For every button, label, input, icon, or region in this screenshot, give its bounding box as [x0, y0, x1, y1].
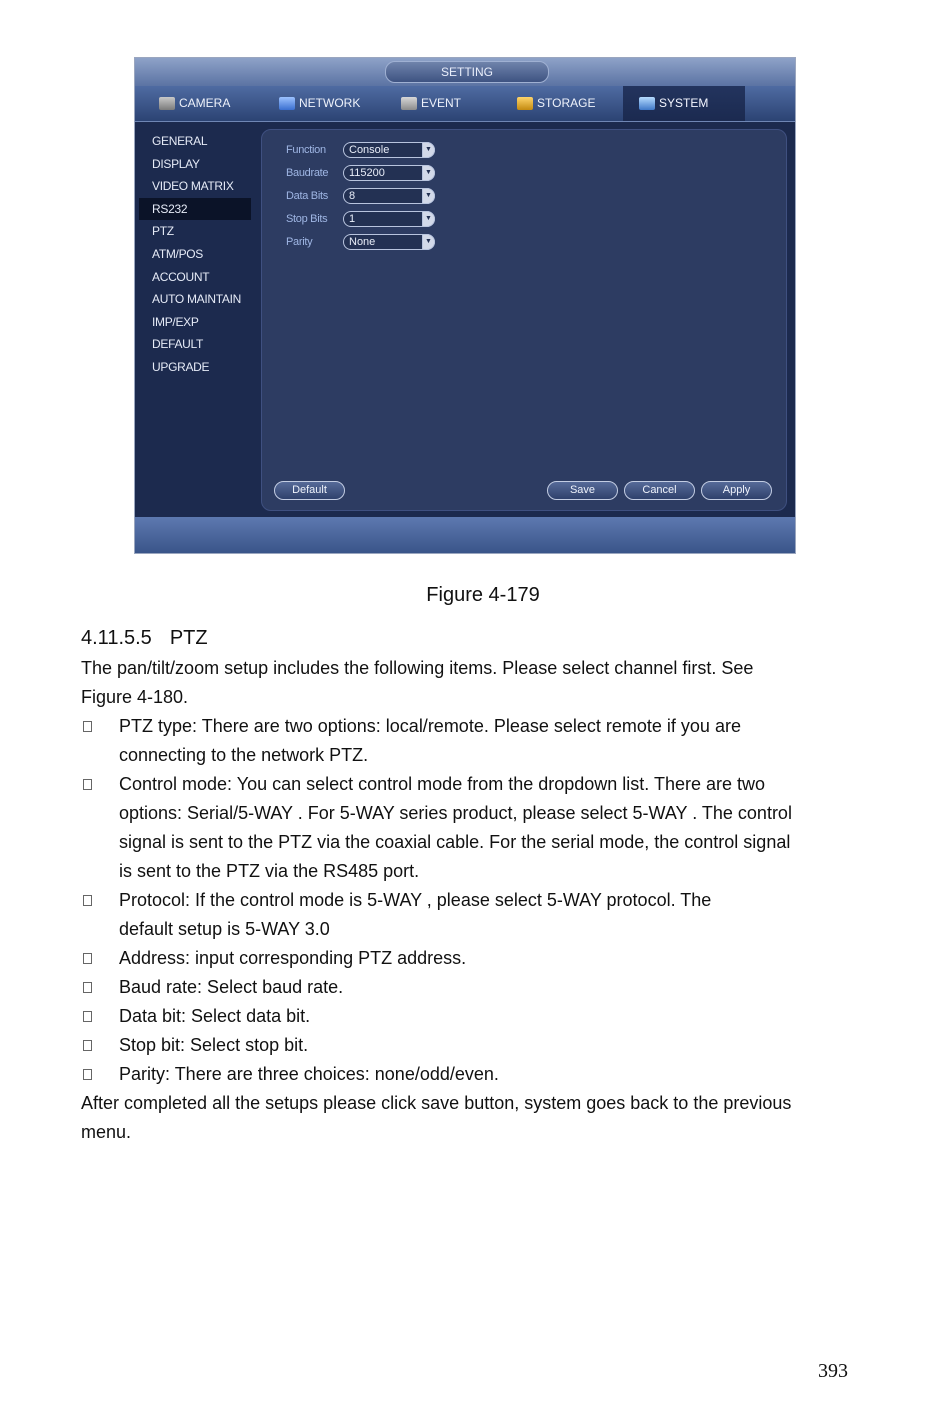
stop-bits-row — [286, 210, 435, 228]
sidebar-item-rs232[interactable]: RS232 — [139, 198, 251, 221]
bullet-line: PTZ type: There are two options: local/remote. Please select remote if you are — [119, 716, 741, 736]
bullet-line: Protocol: If the control mode is 5-WAY , please select 5-WAY protocol. The — [119, 890, 712, 910]
section-title: PTZ — [169, 627, 208, 649]
parity-select[interactable] — [343, 234, 435, 250]
rs232-settings-panel — [261, 129, 787, 511]
function-label: Function — [286, 144, 326, 156]
bullet-box-icon — [83, 1011, 92, 1022]
data-bits-value: 8 — [349, 190, 356, 202]
bullet-line: Address: input corresponding PTZ address. — [119, 948, 467, 968]
bullet-address — [81, 944, 871, 973]
baudrate-row — [286, 164, 435, 182]
tab-event-label: EVENT — [421, 96, 462, 110]
sidebar-item-atm-pos[interactable]: ATM/POS — [152, 246, 204, 261]
sidebar-item-video-matrix[interactable]: VIDEO MATRIX — [152, 179, 234, 194]
bullet-parity — [81, 1060, 871, 1089]
tab-system[interactable] — [623, 86, 745, 121]
bullet-data-bit — [81, 1002, 871, 1031]
chevron-down-icon: ▼ — [422, 142, 435, 158]
storage-icon — [517, 97, 533, 110]
function-value: Console — [349, 144, 390, 156]
tab-network[interactable] — [263, 86, 381, 121]
section-number: 4.11.5.5 — [81, 627, 152, 649]
outro-line: After completed all the setups please click save button, system goes back to the previous — [81, 1093, 792, 1113]
bullet-baud-rate — [81, 973, 871, 1002]
bullet-line: Stop bit: Select stop bit. — [119, 1035, 309, 1055]
window-title: SETTING — [385, 61, 549, 83]
bullet-line: Control mode: You can select control mode from the dropdown list. There are two — [119, 774, 766, 794]
intro-paragraph — [81, 654, 871, 712]
bullet-protocol — [81, 886, 871, 944]
sidebar-item-display[interactable]: DISPLAY — [152, 156, 200, 171]
parity-row — [286, 233, 435, 251]
function-row — [286, 141, 435, 159]
bullet-box-icon — [83, 779, 92, 790]
stop-bits-select[interactable] — [343, 211, 435, 227]
closing-paragraph — [81, 1089, 871, 1147]
data-bits-select[interactable] — [343, 188, 435, 204]
chevron-down-icon: ▼ — [422, 188, 435, 204]
bullet-line: default setup is 5-WAY 3.0 — [119, 919, 330, 939]
bullet-ptz-type — [81, 712, 871, 770]
dvr-settings-screenshot — [134, 57, 796, 554]
baudrate-value: 115200 — [349, 167, 385, 179]
default-button[interactable]: Default — [274, 481, 345, 500]
baudrate-label: Baudrate — [286, 167, 329, 179]
sidebar-item-auto-maintain[interactable]: AUTO MAINTAIN — [152, 292, 241, 307]
bullet-box-icon — [83, 953, 92, 964]
apply-button[interactable]: Apply — [701, 481, 772, 500]
data-bits-row — [286, 187, 435, 205]
chevron-down-icon: ▼ — [422, 211, 435, 227]
bullet-line: Data bit: Select data bit. — [119, 1006, 311, 1026]
intro-line: Figure 4-180. — [81, 687, 189, 707]
parity-value: None — [349, 236, 376, 248]
network-icon — [279, 97, 295, 110]
bullet-box-icon — [83, 1040, 92, 1051]
chevron-down-icon: ▼ — [422, 165, 435, 181]
sidebar-item-default[interactable]: DEFAULT — [152, 337, 204, 352]
section-heading — [81, 627, 208, 650]
function-select[interactable] — [343, 142, 435, 158]
chevron-down-icon: ▼ — [422, 234, 435, 250]
bullet-box-icon — [83, 982, 92, 993]
camera-icon — [159, 97, 175, 110]
tab-camera[interactable] — [143, 86, 261, 121]
bullet-control-mode — [81, 770, 871, 886]
system-icon — [639, 97, 655, 110]
tab-camera-label: CAMERA — [179, 96, 231, 110]
sidebar-item-general[interactable]: GENERAL — [152, 134, 208, 148]
figure-caption: Figure 4-179 — [426, 584, 540, 606]
sidebar-item-ptz[interactable]: PTZ — [152, 224, 174, 239]
data-bits-label: Data Bits — [286, 190, 328, 202]
intro-line: The pan/tilt/zoom setup includes the following items. Please select channel first. See — [81, 658, 754, 678]
sidebar-menu — [139, 130, 251, 379]
parity-label: Parity — [286, 236, 313, 248]
main-tabs — [135, 86, 795, 122]
bullet-line: is sent to the PTZ via the RS485 port. — [119, 861, 420, 881]
title-bar — [135, 58, 795, 86]
sidebar-item-account[interactable]: ACCOUNT — [152, 269, 210, 284]
stop-bits-label: Stop Bits — [286, 213, 328, 225]
bullet-line: connecting to the network PTZ. — [119, 745, 369, 765]
outro-line: menu. — [81, 1122, 132, 1142]
page-number: 393 — [818, 1360, 848, 1382]
cancel-button[interactable]: Cancel — [624, 481, 695, 500]
stop-bits-value: 1 — [349, 213, 356, 225]
sidebar-item-upgrade[interactable]: UPGRADE — [152, 359, 210, 374]
bullet-box-icon — [83, 1069, 92, 1080]
bullet-box-icon — [83, 895, 92, 906]
baudrate-select[interactable] — [343, 165, 435, 181]
tab-storage[interactable] — [501, 86, 621, 121]
bottom-bar — [135, 517, 795, 553]
bullet-line: Parity: There are three choices: none/odd/even. — [119, 1064, 499, 1084]
tab-system-label: SYSTEM — [659, 96, 709, 110]
bullet-box-icon — [83, 721, 92, 732]
tab-network-label: NETWORK — [299, 96, 361, 110]
tab-storage-label: STORAGE — [537, 96, 596, 110]
save-button[interactable]: Save — [547, 481, 618, 500]
bullet-stop-bit — [81, 1031, 871, 1060]
bullet-line: signal is sent to the PTZ via the coaxial cable. For the serial mode, the control signal — [119, 832, 791, 852]
tab-event[interactable] — [385, 86, 503, 121]
bullet-line: options: Serial/5-WAY . For 5-WAY series product, please select 5-WAY . The control — [119, 803, 792, 823]
sidebar-item-imp-exp[interactable]: IMP/EXP — [152, 314, 199, 329]
bullet-line: Baud rate: Select baud rate. — [119, 977, 344, 997]
event-icon — [401, 97, 417, 110]
